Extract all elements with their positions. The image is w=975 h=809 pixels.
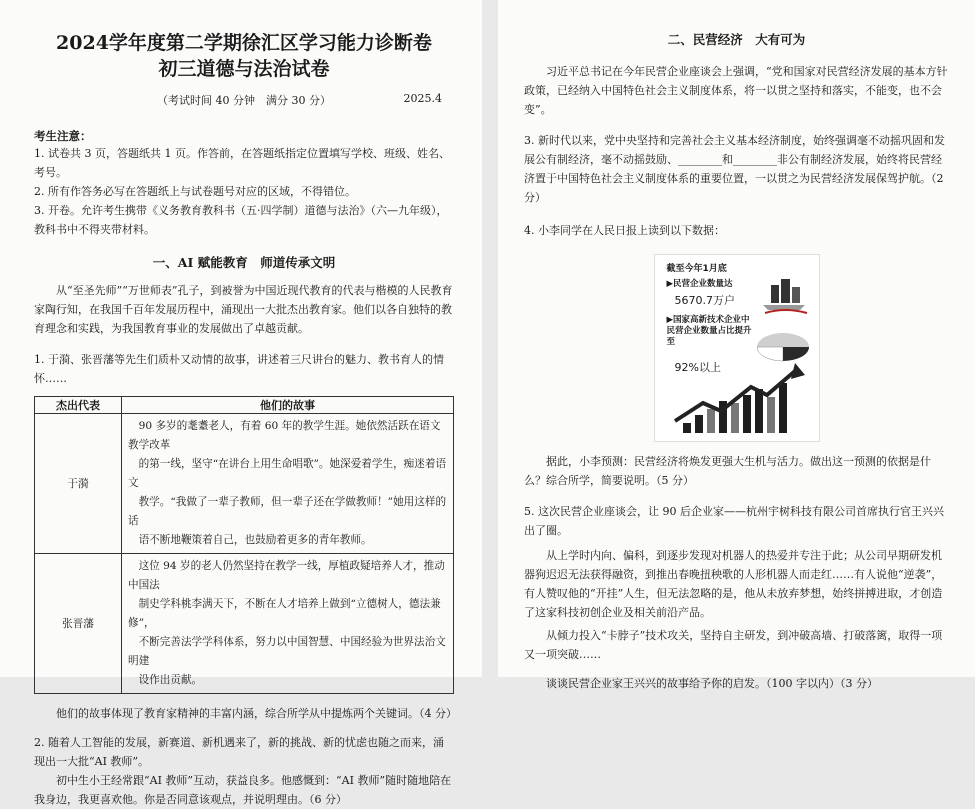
infographic-graphics [655, 255, 819, 441]
notice-item: 3. 开卷。允许考生携带《义务教育教科书（五·四学制）道德与法治》（六—九年级），教科书中不得夹带材料。 [34, 204, 448, 236]
question-3: 3. 新时代以来，党中央坚持和完善社会主义基本经济制度，始终强调毫不动摇巩固和发展公有制经济，毫不动摇鼓励、________和________非公有制经济发展，始终将民营经济置于中国特色社会主义制度体系的重要位置，一以贯之为民营经济发展保驾护航。（2 分） [524, 134, 945, 204]
exam-info: （考试时间 40 分钟 满分 30 分） [157, 94, 331, 107]
question-2-body: 初中生小王经常跟“AI 教师”互动，获益良多。他感慨到：“AI 教师”随时随地陪在我身边，我更喜欢他。你是否同意该观点，并说明理由。（6 分） [34, 774, 452, 806]
question-5-paragraph-2: 从倾力投入“卡脖子”技术攻关，坚持自主研发，到冲破高墙、打破落篱，取得一项又一项突破…… [524, 629, 943, 661]
teacher-story [122, 554, 454, 694]
exam-page-right [498, 0, 975, 690]
story-line: 语不断地鞭策着自己，也鼓励着更多的青年教师。 [138, 534, 372, 546]
teacher-story [122, 414, 454, 554]
notice-item: 1. 试卷共 3 页，答题纸共 1 页。作答前，在答题纸指定位置填写学校、班级、姓名、考号。 [34, 147, 450, 179]
teacher-name: 张晋藩 [35, 554, 122, 694]
question-4-stem: 4. 小李同学在人民日报上读到以下数据： [524, 224, 725, 237]
infographic-value-enterprises: 5670.7万户 [674, 294, 735, 307]
section-title-2: 二、民营经济 大有可为 [667, 32, 806, 47]
exam-title: 2024学年度第二学期徐汇区学习能力诊断卷 [56, 32, 432, 54]
notice-item: 2. 所有作答务必写在答题纸上与试卷题号对应的区域，不得错位。 [34, 185, 356, 198]
table-header: 他们的故事 [122, 397, 454, 414]
teacher-name: 于漪 [35, 414, 122, 554]
question-5-paragraph-1: 从上学时内向、偏科，到逐步发现对机器人的热爱并专注于此；从公司早期研发机器狗迟迟无法获得融资，到推出春晚扭秧歌的人形机器人而走红……有人说他“逆袭”，有人赞叹他的“开挂”人生，但无法忽略的是，他从未放弃梦想，始终拼搏进取，才创造了这家科技初创企业及相关前沿产品。 [524, 549, 943, 619]
table-row [35, 414, 454, 554]
exam-date: 2025.4 [403, 92, 442, 105]
section-title-1: 一、AI 赋能教育 师道传承文明 [152, 255, 336, 270]
story-line: 的第一线，坚守“在讲台上用生命唱歌”。她深爱着学生，痴迷着语文 [128, 458, 447, 489]
economy-infographic [654, 254, 820, 442]
section1-intro: 从“至圣先师”“万世师表”孔子，到被誉为中国近现代教育的代表与楷模的人民教育家陶行知，在我国千百年发展历程中，涌现出一大批杰出教育家。他们以各自独特的教育理念和实践，为我国教育事业的发展做出了卓越贡献。 [34, 284, 453, 335]
story-line: 这位 94 岁的老人仍然坚持在教学一线，厚植政疑培养人才，推动中国法 [128, 560, 445, 591]
infographic-value-hightech: 92%以上 [674, 361, 721, 374]
infographic-heading: 截至今年1月底 [666, 264, 727, 274]
story-line: 制史学科桃李满天下，不断在人才培养上做到“立德树人，德法兼修”， [128, 598, 441, 629]
question-2-stem: 2. 随着人工智能的发展，新赛道、新机遇来了，新的挑战、新的忧虑也随之而来，涌现出一大批“AI 教师”。 [34, 736, 444, 768]
table-row [35, 554, 454, 694]
pie-chart-icon [757, 333, 809, 361]
table-header-row [35, 397, 454, 414]
story-line: 90 多岁的耄耋老人，有着 60 年的教学生涯。她依然活跃在语文教学改革 [128, 420, 441, 451]
question-1-ask: 他们的故事体现了教育家精神的丰富内涵，综合所学从中提炼两个关键词。（4 分） [56, 707, 457, 720]
section2-intro: 习近平总书记在今年民营企业座谈会上强调，“党和国家对民营经济发展的基本方针政策，已经纳入中国特色社会主义制度体系，将一以贯之坚持和落实，不能变，也不会变”。 [524, 65, 948, 116]
question-1-stem: 1. 于漪、张晋藩等先生们质朴又动情的故事，讲述着三尺讲台的魅力、教书育人的情怀…… [34, 353, 444, 385]
exam-meta [34, 92, 454, 110]
story-line: 不断完善法学学科体系，努力以中国智慧、中国经验为世界法治文明建 [128, 636, 446, 667]
table-header: 杰出代表 [35, 397, 122, 414]
question-5-stem: 5. 这次民营企业座谈会，让 90 后企业家——杭州宇树科技有限公司首席执行官王兴兴出了圈。 [524, 505, 944, 537]
question-4-ask: 据此，小李预测：民营经济将焕发更强大生机与活力。做出这一预测的依据是什么？综合所学，简要说明。（5 分） [524, 455, 931, 487]
question-5-ask: 谈谈民营企业家王兴兴的故事给予你的启发。（100 字以内）（3 分） [546, 677, 878, 690]
exam-subtitle: 初三道德与法治试卷 [158, 58, 330, 80]
infographic-label-hightech: ▶国家高新技术企业中民营企业数量占比提升至 [666, 315, 752, 347]
exam-page-left [0, 0, 482, 806]
notice-title: 考生注意： [34, 129, 92, 143]
building-icon [763, 279, 807, 313]
infographic-label-enterprises: ▶民营企业数量达 [666, 279, 733, 289]
story-line: 教学。“我做了一辈子教师，但一辈子还在学做教师！”她用这样的话 [128, 496, 447, 527]
teacher-stories-table [34, 396, 454, 694]
story-line: 设作出贡献。 [138, 674, 203, 686]
